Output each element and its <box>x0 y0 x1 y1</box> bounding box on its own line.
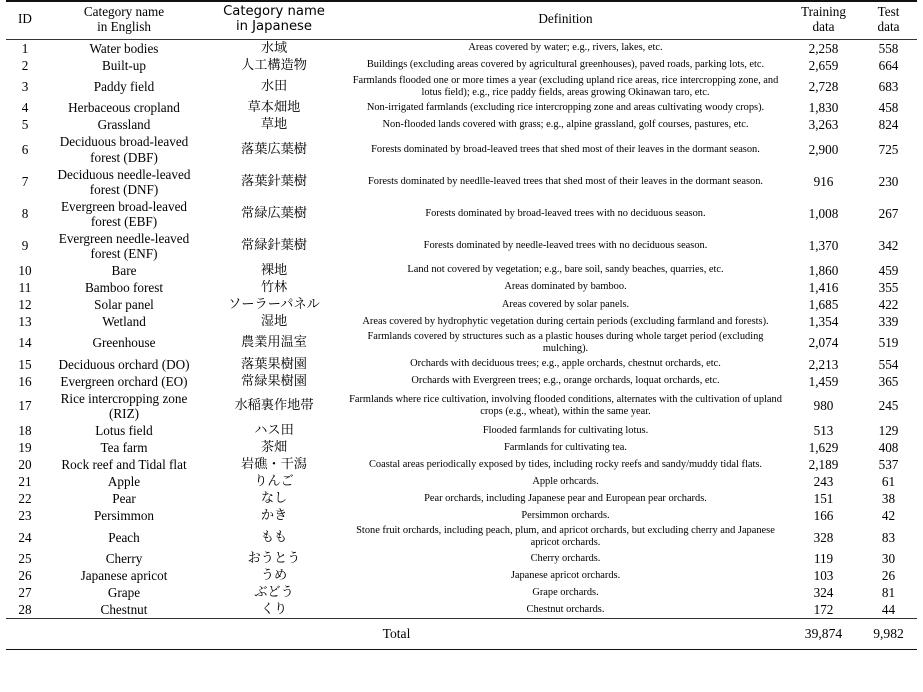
cell-category-english: Water bodies <box>89 40 159 56</box>
cell-category-english: Persimmon <box>93 508 155 524</box>
cell-category-english: Built-up <box>102 57 146 73</box>
table-row <box>6 601 917 619</box>
cell-category-japanese: 草本畑地 <box>247 100 301 116</box>
cell-id: 4 <box>21 100 29 116</box>
cell-category-japanese: なし <box>260 491 288 507</box>
cell-id: 23 <box>18 508 32 524</box>
cell-test-count: 458 <box>878 100 899 116</box>
cell-category-english: Deciduous broad-leaved forest (DBF) <box>59 134 189 165</box>
table-row <box>6 166 917 198</box>
cell-category-japanese: ぶどう <box>254 585 294 601</box>
cell-id: 14 <box>18 335 32 351</box>
cell-training-count: 1,685 <box>808 296 839 312</box>
cell-category-english: Deciduous needle-leaved forest (DNF) <box>57 166 191 197</box>
header-training-data <box>787 2 860 39</box>
cell-category-japanese: 岩礁・干潟 <box>241 457 307 473</box>
total-test: 9,982 <box>860 619 917 650</box>
header-category-english <box>44 2 204 39</box>
table-row <box>6 390 917 422</box>
cell-category-english: Solar panel <box>94 296 154 312</box>
table-row <box>6 550 917 567</box>
table-row <box>6 356 917 373</box>
cell-category-english: Deciduous orchard (DO) <box>58 356 190 372</box>
cell-category-japanese: 水稲裏作地帯 <box>234 398 314 414</box>
cell-training-count: 172 <box>813 602 834 618</box>
cell-category-japanese: 人工構造物 <box>241 57 307 73</box>
cell-test-count: 365 <box>878 373 899 389</box>
cell-category-japanese: りんご <box>254 474 294 490</box>
header-category-english-line1: Category name <box>83 4 165 19</box>
cell-definition: Pear orchards, including Japanese pear and European pear orchards. <box>424 492 707 504</box>
cell-id: 21 <box>18 474 32 490</box>
cell-definition: Land not covered by vegetation; e.g., bare soil, sandy beaches, quarries, etc. <box>407 264 724 276</box>
cell-id: 18 <box>18 422 32 438</box>
cell-definition: Forests dominated by broad-leaved trees with no deciduous season. <box>425 207 706 219</box>
cell-test-count: 44 <box>881 602 896 618</box>
cell-test-count: 83 <box>881 529 896 545</box>
cell-test-count: 26 <box>881 567 896 583</box>
cell-definition: Areas covered by hydrophytic vegetation during certain periods (excluding farmland and forests). <box>362 315 769 327</box>
cell-category-japanese: 落葉果樹園 <box>241 356 307 372</box>
table-row <box>6 198 917 230</box>
cell-definition: Japanese apricot orchards. <box>510 569 621 581</box>
cell-id: 6 <box>21 141 29 157</box>
cell-definition: Non-flooded lands covered with grass; e.g., alpine grassland, golf courses, pastures, etc. <box>382 119 749 131</box>
cell-test-count: 537 <box>878 457 899 473</box>
header-category-japanese-line2: in Japanese <box>235 18 313 34</box>
table-row <box>6 116 917 133</box>
cell-category-japanese: 草地 <box>260 117 288 133</box>
cell-definition: Areas covered by water; e.g., rivers, lakes, etc. <box>468 42 663 54</box>
header-id: ID <box>6 2 44 39</box>
cell-test-count: 342 <box>878 238 899 254</box>
cell-category-english: Grape <box>107 585 141 601</box>
table-row <box>6 373 917 390</box>
table-row <box>6 74 917 100</box>
cell-id: 17 <box>18 398 32 414</box>
cell-test-count: 558 <box>878 40 899 56</box>
cell-definition: Buildings (excluding areas covered by agricultural greenhouses), paved roads, parking lots, etc. <box>366 59 765 71</box>
table-row <box>6 313 917 330</box>
cell-test-count: 230 <box>878 174 899 190</box>
cell-test-count: 519 <box>878 335 899 351</box>
table-row <box>6 456 917 473</box>
table-row <box>6 230 917 262</box>
cell-test-count: 267 <box>878 206 899 222</box>
total-row <box>6 619 917 650</box>
table-row <box>6 439 917 456</box>
header-category-english-line2: in English <box>97 18 151 34</box>
table-row <box>6 279 917 296</box>
table-row <box>6 584 917 601</box>
cell-category-japanese: もも <box>260 529 288 545</box>
cell-training-count: 3,263 <box>808 117 839 133</box>
cell-test-count: 81 <box>881 585 896 601</box>
cell-id: 19 <box>18 439 32 455</box>
cell-definition: Cherry orchards. <box>530 552 601 564</box>
cell-training-count: 2,659 <box>808 57 839 73</box>
cell-definition: Chestnut orchards. <box>526 603 605 615</box>
cell-training-count: 243 <box>813 474 834 490</box>
table-row <box>6 39 917 57</box>
cell-category-japanese: 常緑広葉樹 <box>241 206 307 222</box>
cell-id: 26 <box>18 567 32 583</box>
cell-category-english: Peach <box>108 529 140 545</box>
header-test-line2: data <box>877 18 900 34</box>
cell-test-count: 408 <box>878 439 899 455</box>
cell-id: 7 <box>21 174 29 190</box>
table-body <box>6 39 917 619</box>
table-row <box>6 57 917 74</box>
table-footer <box>6 619 917 650</box>
cell-test-count: 459 <box>878 262 899 278</box>
header-category-japanese-line1: Category name <box>223 4 325 19</box>
cell-id: 1 <box>21 40 29 56</box>
cell-id: 13 <box>18 313 32 329</box>
cell-definition: Areas covered by solar panels. <box>501 298 630 310</box>
cell-category-english: Wetland <box>102 313 146 329</box>
cell-category-japanese: おうとう <box>247 550 301 566</box>
cell-training-count: 151 <box>813 491 834 507</box>
cell-test-count: 61 <box>881 474 896 490</box>
cell-category-english: Rock reef and Tidal flat <box>61 457 187 473</box>
cell-training-count: 2,258 <box>808 40 839 56</box>
cell-test-count: 38 <box>881 491 896 507</box>
cell-category-english: Rice intercropping zone (RIZ) <box>60 390 188 421</box>
cell-training-count: 1,629 <box>808 439 839 455</box>
cell-training-count: 2,189 <box>808 457 839 473</box>
cell-definition: Orchards with Evergreen trees; e.g., orange orchards, loquat orchards, etc. <box>411 375 720 387</box>
cell-test-count: 42 <box>881 508 896 524</box>
cell-category-english: Japanese apricot <box>80 567 168 583</box>
cell-category-japanese: 水田 <box>260 78 288 94</box>
cell-training-count: 1,830 <box>808 100 839 116</box>
cell-category-english: Herbaceous cropland <box>68 100 180 116</box>
cell-category-english: Grassland <box>97 117 151 133</box>
cell-definition: Areas dominated by bamboo. <box>504 281 627 293</box>
cell-training-count: 2,728 <box>808 78 839 94</box>
cell-definition: Farmlands for cultivating tea. <box>504 441 627 453</box>
cell-training-count: 1,416 <box>808 279 839 295</box>
header-definition: Definition <box>344 2 787 39</box>
cell-test-count: 664 <box>878 57 899 73</box>
cell-category-english: Evergreen orchard (EO) <box>60 373 188 389</box>
cell-id: 16 <box>18 373 32 389</box>
cell-test-count: 554 <box>878 356 899 372</box>
cell-category-japanese: 農業用温室 <box>241 335 307 351</box>
cell-category-japanese: くり <box>260 602 288 618</box>
cell-category-japanese: 水域 <box>260 40 288 56</box>
header-category-japanese <box>204 2 344 39</box>
cell-category-japanese: 湿地 <box>260 313 288 329</box>
cell-definition: Farmlands where rice cultivation, involving flooded conditions, alternates with the cultivation of upland crops (e.g., wheat), within the same year. <box>349 394 782 417</box>
table-row <box>6 133 917 165</box>
cell-id: 11 <box>18 279 32 295</box>
cell-training-count: 1,354 <box>808 313 839 329</box>
table-row <box>6 422 917 439</box>
table-header <box>6 1 917 39</box>
cell-training-count: 119 <box>813 550 834 566</box>
cell-category-japanese: 茶畑 <box>260 439 288 455</box>
cell-category-english: Cherry <box>105 550 143 566</box>
cell-id: 15 <box>18 356 32 372</box>
cell-test-count: 422 <box>878 296 899 312</box>
cell-category-japanese: 落葉広葉樹 <box>241 141 307 157</box>
table-row <box>6 507 917 524</box>
cell-training-count: 1,459 <box>808 373 839 389</box>
cell-training-count: 1,008 <box>808 206 839 222</box>
table-row <box>6 473 917 490</box>
cell-id: 20 <box>18 457 32 473</box>
header-training-line2: data <box>812 18 835 34</box>
cell-definition: Forests dominated by broad-leaved trees that shed most of their leaves in the dormant season. <box>371 143 760 155</box>
cell-definition: Persimmon orchards. <box>521 509 610 521</box>
table-row <box>6 567 917 584</box>
cell-id: 28 <box>18 602 32 618</box>
cell-category-english: Bare <box>111 262 137 278</box>
cell-category-japanese: うめ <box>260 567 288 583</box>
cell-id: 5 <box>21 117 29 133</box>
cell-training-count: 2,074 <box>808 335 839 351</box>
cell-id: 25 <box>18 550 32 566</box>
cell-training-count: 513 <box>813 422 834 438</box>
cell-id: 2 <box>21 57 29 73</box>
cell-id: 22 <box>18 491 32 507</box>
cell-definition: Flooded farmlands for cultivating lotus. <box>482 424 649 436</box>
cell-definition: Farmlands flooded one or more times a year (excluding upland rice areas, rice intercropping zone, and lotus field); e.g., rice paddy fields, areas growing Okinawan taro, etc. <box>352 74 779 98</box>
cell-category-english: Chestnut <box>100 602 148 618</box>
cell-category-english: Greenhouse <box>92 335 156 351</box>
cell-category-japanese: かき <box>260 508 288 524</box>
cell-training-count: 2,900 <box>808 141 839 157</box>
cell-training-count: 1,370 <box>808 238 839 254</box>
cell-test-count: 355 <box>878 279 899 295</box>
cell-category-english: Paddy field <box>93 78 155 94</box>
header-row <box>6 2 917 39</box>
cell-definition: Apple orhcards. <box>532 475 599 487</box>
cell-category-japanese: ハス田 <box>254 422 294 438</box>
cell-training-count: 2,213 <box>808 356 839 372</box>
table-row <box>6 262 917 279</box>
table-row <box>6 296 917 313</box>
cell-category-japanese: 常緑針葉樹 <box>241 238 307 254</box>
cell-id: 12 <box>18 296 32 312</box>
cell-test-count: 245 <box>878 398 899 414</box>
cell-definition: Coastal areas periodically exposed by tides, including rocky reefs and sandy/muddy tidal flats. <box>368 458 762 470</box>
cell-training-count: 980 <box>813 398 834 414</box>
cell-id: 24 <box>18 529 32 545</box>
cell-category-japanese: 竹林 <box>260 279 288 295</box>
header-training-line1: Training <box>801 4 846 19</box>
table-row <box>6 524 917 550</box>
cell-id: 9 <box>21 238 29 254</box>
cell-definition: Forests dominated by needlle-leaved trees that shed most of their leaves in the dormant season. <box>367 175 764 187</box>
cell-id: 27 <box>18 585 32 601</box>
cell-test-count: 683 <box>878 78 899 94</box>
cell-category-japanese: ソーラーパネル <box>228 296 320 312</box>
table-row <box>6 330 917 356</box>
cell-id: 8 <box>21 206 29 222</box>
cell-test-count: 824 <box>878 117 899 133</box>
cell-category-english: Tea farm <box>100 439 148 455</box>
category-definition-table <box>6 0 917 650</box>
cell-category-japanese: 落葉針葉樹 <box>241 174 307 190</box>
cell-category-english: Evergreen needle-leaved forest (ENF) <box>58 230 190 261</box>
total-label: Total <box>6 619 787 650</box>
table-row <box>6 99 917 116</box>
cell-id: 3 <box>21 78 29 94</box>
cell-definition: Non-irrigated farmlands (excluding rice intercropping zone and areas cultivating woody crops). <box>366 101 765 113</box>
cell-category-english: Apple <box>107 474 141 490</box>
total-training: 39,874 <box>787 619 860 650</box>
header-test-line1: Test <box>877 4 900 19</box>
cell-category-english: Evergreen broad-leaved forest (EBF) <box>60 198 188 229</box>
cell-training-count: 1,860 <box>808 262 839 278</box>
cell-training-count: 324 <box>813 585 834 601</box>
cell-id: 10 <box>18 262 32 278</box>
cell-definition: Grape orchards. <box>532 586 599 598</box>
cell-category-japanese: 裸地 <box>260 262 288 278</box>
cell-definition: Orchards with deciduous trees; e.g., apple orchards, chestnut orchards, etc. <box>410 358 721 370</box>
cell-training-count: 328 <box>813 529 834 545</box>
cell-category-english: Lotus field <box>95 422 153 438</box>
cell-test-count: 725 <box>878 141 899 157</box>
cell-training-count: 166 <box>813 508 834 524</box>
header-test-data <box>860 2 917 39</box>
cell-test-count: 129 <box>878 422 899 438</box>
cell-category-japanese: 常緑果樹園 <box>241 373 307 389</box>
cell-training-count: 916 <box>813 174 834 190</box>
cell-definition: Farmlands covered by structures such as a plastic houses during whole target period (excluding mulching). <box>367 331 764 354</box>
cell-training-count: 103 <box>813 567 834 583</box>
cell-test-count: 339 <box>878 313 899 329</box>
cell-definition: Stone fruit orchards, including peach, plum, and apricot orchards, but excluding cherry and Japanese apricot orchards. <box>356 525 775 549</box>
cell-definition: Forests dominated by needle-leaved trees with no deciduous season. <box>423 239 708 251</box>
cell-test-count: 30 <box>881 550 896 566</box>
cell-category-english: Pear <box>112 491 136 507</box>
cell-category-english: Bamboo forest <box>84 279 163 295</box>
table-row <box>6 490 917 507</box>
